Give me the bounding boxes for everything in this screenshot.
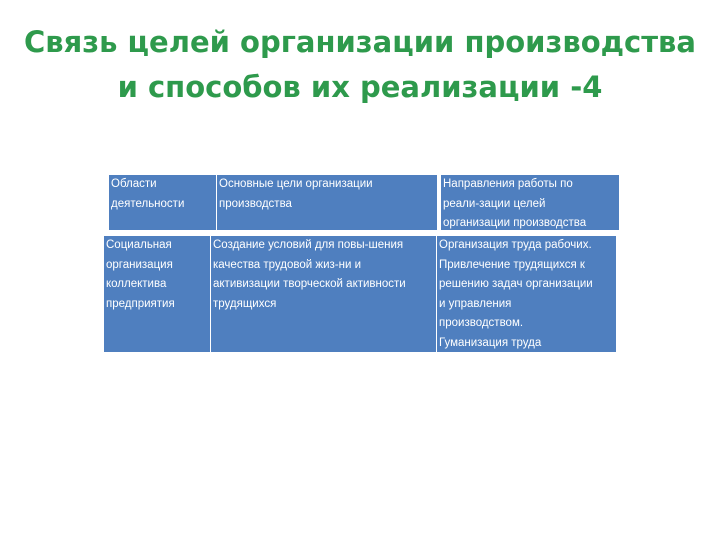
slide-title-line-1: Связь целей организации производства <box>24 25 696 59</box>
cell-text: решению задач организации <box>439 278 593 290</box>
header-cell-text: деятельности <box>111 197 185 210</box>
header-cell-text: реали-зации целей <box>443 197 546 210</box>
cell-text: Гуманизация труда <box>439 336 542 349</box>
header-cell-areas <box>109 175 216 230</box>
table-cell-area <box>104 236 210 352</box>
header-cell-text: Направления работы по <box>443 178 573 190</box>
cell-text: организация <box>106 258 173 271</box>
header-cell-text: Основные цели организации <box>219 178 373 190</box>
cell-text: производством. <box>439 317 524 329</box>
cell-text: предприятия <box>106 297 175 310</box>
header-cell-text: Области <box>111 178 157 190</box>
slide-title-line-2: и способов их реализации -4 <box>117 70 603 104</box>
header-cell-text: организации производства <box>443 217 587 229</box>
header-cell-text: производства <box>219 197 292 210</box>
table-cell-goals <box>211 236 436 352</box>
cell-text: активизации творческой активности <box>213 278 406 290</box>
table-cell-directions <box>437 236 616 352</box>
cell-text: Организация труда рабочих. <box>439 239 592 251</box>
header-cell-directions <box>441 175 619 230</box>
slide-title <box>0 20 720 110</box>
cell-text: Привлечение трудящихся к <box>439 258 585 271</box>
cell-text: коллектива <box>106 278 167 290</box>
cell-text: Социальная <box>106 239 172 251</box>
header-cell-goals <box>217 175 437 230</box>
cell-text: качества трудовой жиз-ни и <box>213 258 362 271</box>
cell-text: Создание условий для повы-шения <box>213 239 404 251</box>
cell-text: трудящихся <box>213 297 277 310</box>
cell-text: и управления <box>439 297 512 310</box>
